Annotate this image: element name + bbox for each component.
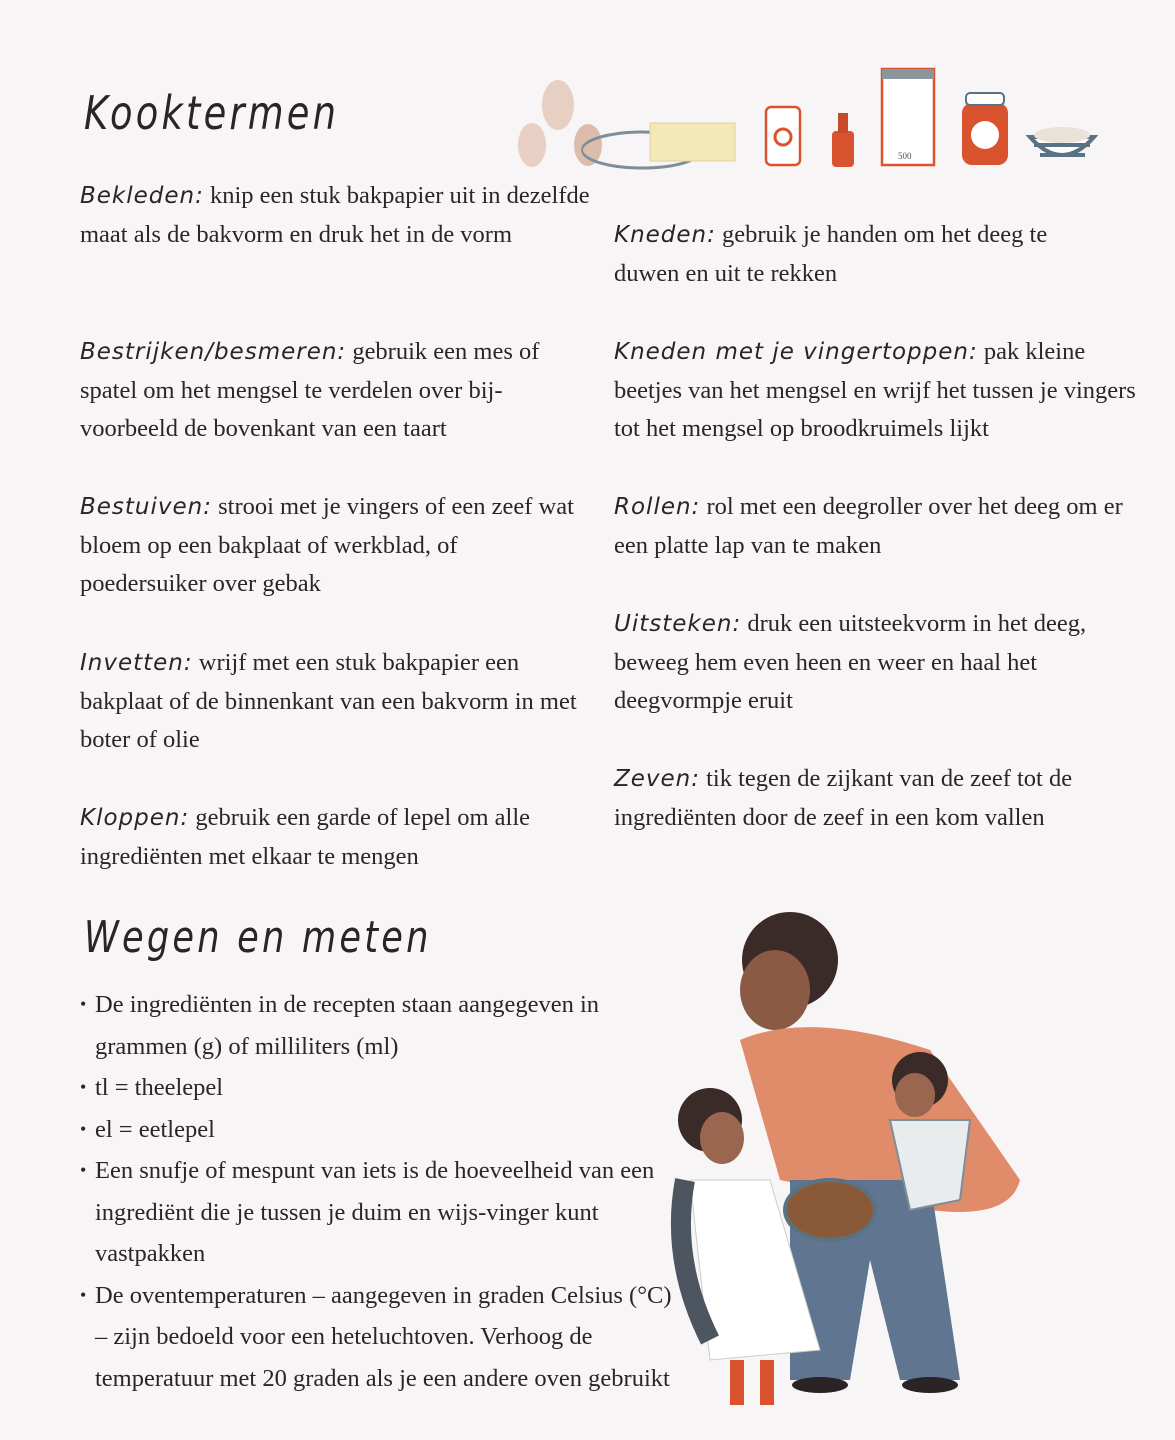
ingredients-illustration — [510, 55, 1110, 185]
eggs-icon — [518, 80, 602, 167]
svg-text:500: 500 — [898, 151, 912, 161]
family-illustration — [630, 880, 1090, 1440]
list-item: • De oventemperaturen – aangegeven in graden Celsius (°C) – zijn bedoeld voor een heteluchtoven. Verhoog de temperatuur met 20 graden als je een andere oven gebruikt — [80, 1275, 685, 1400]
bowl-icon — [1030, 127, 1094, 155]
term-rollen: Rollen: rol met een deegroller over het deeg om er een platte lap van te maken — [614, 493, 1123, 559]
jar-icon — [766, 107, 800, 165]
term-kloppen: Kloppen: gebruik een garde of lepel om alle ingrediënten met elkaar te mengen — [80, 804, 531, 870]
list-item: • el = eetlepel — [80, 1109, 680, 1151]
term-kneden-vingertoppen: Kneden met je vingertoppen: pak kleine beetjes van het mengsel en wrijf het tussen je vingers tot het mengsel op broodkruimels lijkt — [614, 338, 1136, 442]
list-item: • Een snufje of mespunt van iets is de hoeveelheid van een ingrediënt die je tussen je duim en wijs-vinger kunt vastpakken — [80, 1150, 655, 1275]
measurement-list — [80, 984, 680, 1399]
heading-wegen-en-meten: Wegen en meten — [84, 912, 432, 963]
term-bekleden: Bekleden: knip een stuk bakpapier uit in dezelfde maat als de bakvorm en druk het in de vorm — [80, 182, 590, 248]
term-invetten: Invetten: wrijf met een stuk bakpapier een bakplaat of de binnenkant van een bakvorm in met boter of olie — [80, 649, 577, 753]
heading-kooktermen: Kooktermen — [84, 86, 340, 140]
bottle-icon — [832, 113, 854, 167]
term-bestrijken: Bestrijken/besmeren: gebruik een mes of spatel om het mengsel te verdelen over bij-voorbeeld de bovenkant van een taart — [80, 338, 540, 442]
butter-icon — [582, 123, 735, 168]
flour-box-icon — [882, 69, 934, 165]
list-item: • De ingrediënten in de recepten staan aangegeven in grammen (g) of milliliters (ml) — [80, 984, 680, 1067]
term-bestuiven: Bestuiven: strooi met je vingers of een zeef wat bloem op een bakplaat of werkblad, of poedersuiker over gebak — [80, 493, 574, 597]
term-zeven: Zeven: tik tegen de zijkant van de zeef tot de ingrediënten door de zeef in een kom vallen — [614, 765, 1073, 831]
list-item: • tl = theelepel — [80, 1067, 680, 1109]
term-kneden: Kneden: gebruik je handen om het deeg te duwen en uit te rekken — [614, 221, 1048, 287]
term-uitsteken: Uitsteken: druk een uitsteekvorm in het deeg, beweeg hem even heen en weer en haal het deegvormpje eruit — [614, 610, 1087, 714]
jam-jar-icon — [962, 93, 1008, 165]
